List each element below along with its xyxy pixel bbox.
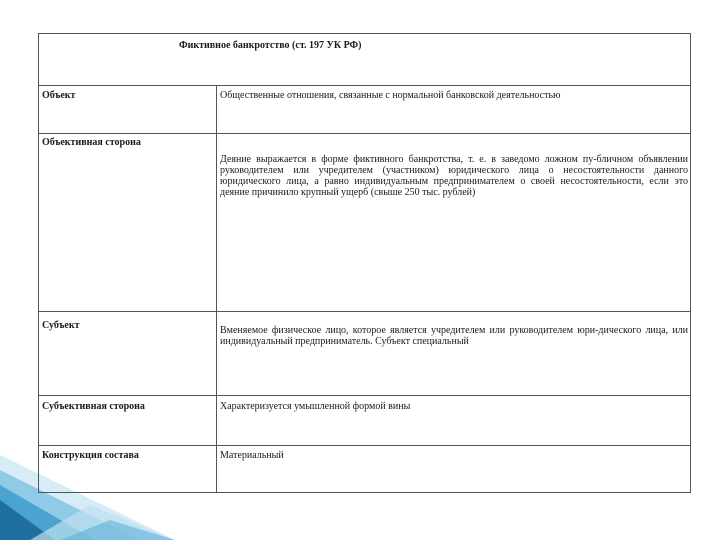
row-divider [39,395,690,396]
row-label-subjective-side: Субъективная сторона [42,401,145,412]
row-value-structure: Материальный [220,450,284,461]
column-divider [216,85,217,492]
row-value-objective-side: Деяние выражается в форме фиктивного банкротства, т. е. в заведомо ложном пу-бличном объявлении руководителем или учредителем (участником) юридического лица о несостоятельности данного юридического лица, а равно индивидуальным предпринимателем о своей несостоятельности, если это деяние причинило крупный ущерб (свыше 250 тыс. рублей) [220,154,688,198]
row-divider [39,445,690,446]
row-divider [39,311,690,312]
crime-elements-table [38,33,691,493]
row-value-object: Общественные отношения, связанные с нормальной банковской деятельностью [220,90,561,101]
row-label-object: Объект [42,90,76,101]
row-label-subject: Субъект [42,320,80,331]
row-value-subjective-side: Характеризуется умышленной формой вины [220,401,411,412]
row-divider [39,85,690,86]
row-divider [39,133,690,134]
table-title: Фиктивное банкротство (ст. 197 УК РФ) [179,40,362,51]
row-label-objective-side: Объективная сторона [42,137,141,148]
row-value-subject: Вменяемое физическое лицо, которое является учредителем или руководителем юри-дического лица, или индивидуальный предприниматель. Субъект специальный [220,325,688,347]
row-label-structure: Конструкция состава [42,450,139,461]
